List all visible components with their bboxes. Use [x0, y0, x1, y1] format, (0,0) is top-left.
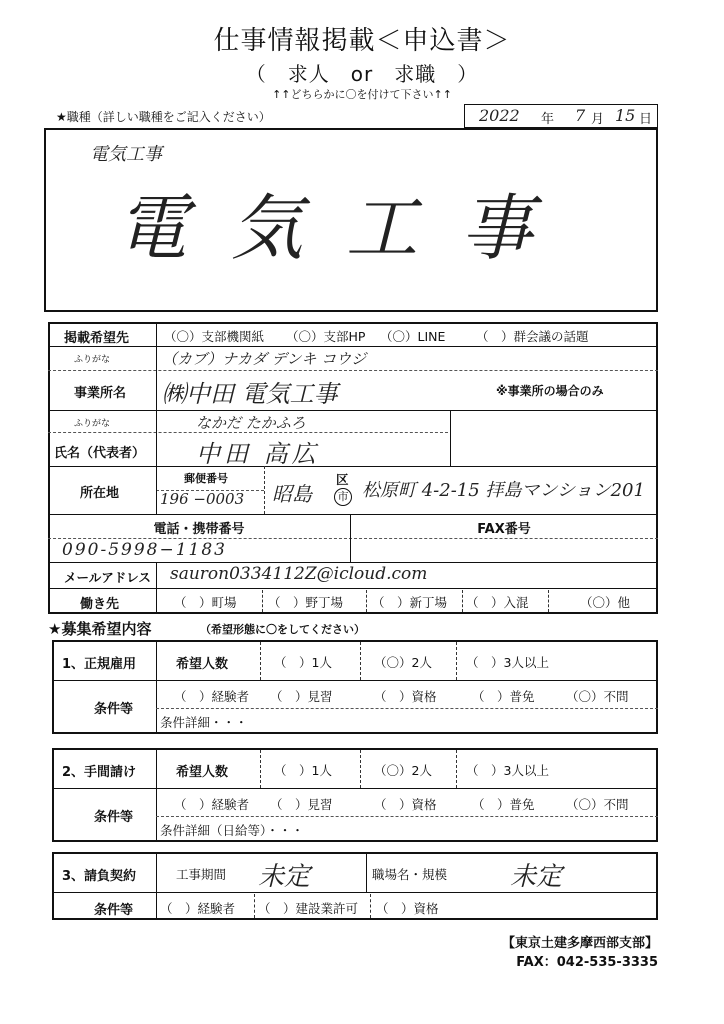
regular-count-label: 希望人数: [176, 657, 229, 672]
daily-cond-3[interactable]: （ ）資格: [374, 797, 437, 812]
recruit-heading-note: （希望形態に〇をしてください）: [200, 623, 365, 636]
workplace-option-3[interactable]: （ ）新丁場: [372, 595, 448, 610]
regular-cond-3[interactable]: （ ）資格: [374, 689, 437, 704]
date-day-unit: 日: [639, 112, 653, 127]
email-value: sauron0334112Z@icloud.com: [170, 564, 428, 584]
contract-site-value: 未定: [510, 862, 563, 892]
regular-detail-label: 条件詳細・・・: [160, 715, 248, 730]
fax-label: FAX番号: [477, 522, 531, 537]
date-month-unit: 月: [591, 112, 605, 127]
ward-label: 区: [336, 472, 349, 487]
daily-cond-1[interactable]: （ ）経験者: [174, 797, 250, 812]
recruit-heading: ★募集希望内容: [48, 620, 152, 638]
daily-count-2[interactable]: （〇）2人: [374, 763, 432, 778]
contract-site-label: 職場名・規模: [372, 867, 448, 882]
daily-count-label: 希望人数: [176, 765, 229, 780]
name-value: 中田 高広: [196, 440, 320, 468]
contract-cond-label: 条件等: [94, 903, 134, 918]
regular-count-2[interactable]: （〇）2人: [374, 655, 432, 670]
type-line: （ 求人 or 求職 ）: [245, 62, 479, 86]
contract-period-value: 未定: [258, 862, 311, 892]
name-label: 氏名（代表者）: [54, 446, 146, 461]
city-value: 昭島: [272, 482, 312, 506]
job-type-label: ★職種（詳しい職種をご記入ください）: [56, 110, 271, 124]
listing-option-4[interactable]: （ ）群会議の話題: [476, 329, 589, 344]
listing-option-2[interactable]: （〇）支部HP: [286, 329, 366, 344]
daily-detail-label: 条件詳細（日給等）・・・: [160, 823, 304, 838]
company-name: ㈱中田 電気工事: [162, 380, 338, 408]
date-box: [464, 104, 658, 128]
date-year-unit: 年: [541, 112, 555, 127]
job-type-box: [44, 128, 658, 312]
regular-cond-label: 条件等: [94, 702, 134, 717]
regular-cond-1[interactable]: （ ）経験者: [174, 689, 250, 704]
postal-label: 郵便番号: [184, 472, 228, 485]
contract-cond-1[interactable]: （ ）経験者: [160, 901, 236, 916]
page-title: 仕事情報掲載＜申込書＞: [213, 26, 511, 56]
company-note: ※事業所の場合のみ: [496, 384, 604, 398]
daily-count-1[interactable]: （ ）1人: [274, 763, 332, 778]
regular-cond-5[interactable]: （〇）不問: [566, 689, 629, 704]
city-label: 市: [334, 488, 352, 506]
regular-count-1[interactable]: （ ）1人: [274, 655, 332, 670]
workplace-label: 働き先: [80, 597, 120, 612]
date-month: 7: [575, 106, 586, 125]
listing-label: 掲載希望先: [64, 331, 130, 346]
contract-label: 3、請負契約: [62, 869, 137, 884]
date-day: 15: [615, 106, 636, 125]
email-label: メールアドレス: [64, 570, 151, 585]
address-label: 所在地: [80, 486, 120, 501]
daily-cond-5[interactable]: （〇）不問: [566, 797, 629, 812]
workplace-option-4[interactable]: （ ）入混: [466, 595, 529, 610]
regular-count-3[interactable]: （ ）3人以上: [466, 655, 549, 670]
name-furigana-label: ふりがな: [74, 419, 111, 429]
footer-fax: FAX：042-535-3335: [516, 955, 658, 970]
daily-label: 2、手間請け: [62, 765, 137, 780]
company-furigana: （カブ）ナカダ デンキ コウジ: [162, 350, 367, 368]
daily-cond-2[interactable]: （ ）見習: [270, 797, 333, 812]
daily-count-3[interactable]: （ ）3人以上: [466, 763, 549, 778]
listing-option-3[interactable]: （〇）LINE: [380, 329, 446, 344]
regular-label: 1、正規雇用: [62, 657, 137, 672]
phone-label: 電話・携帯番号: [153, 522, 245, 537]
contract-period-label: 工事期間: [176, 867, 227, 882]
footer-org: 【東京土建多摩西部支部】: [501, 936, 658, 951]
phone-value: 090-5998−1183: [62, 540, 227, 560]
job-type-handwritten-large: 電 気 工 事: [116, 186, 543, 270]
workplace-option-1[interactable]: （ ）町場: [174, 595, 237, 610]
daily-cond-label: 条件等: [94, 810, 134, 825]
contract-cond-3[interactable]: （ ）資格: [376, 901, 439, 916]
workplace-option-5[interactable]: （〇）他: [580, 595, 631, 610]
regular-cond-2[interactable]: （ ）見習: [270, 689, 333, 704]
regular-cond-4[interactable]: （ ）普免: [472, 689, 535, 704]
company-furigana-label: ふりがな: [74, 355, 111, 365]
job-type-handwritten-small: 電気工事: [90, 144, 162, 165]
date-year: 2022: [479, 106, 520, 125]
workplace-option-2[interactable]: （ ）野丁場: [268, 595, 344, 610]
postal-value: 196 −0003: [160, 490, 245, 508]
daily-cond-4[interactable]: （ ）普免: [472, 797, 535, 812]
address-value: 松原町 4-2-15 拝島マンション201: [362, 480, 645, 501]
contract-cond-2[interactable]: （ ）建設業許可: [258, 901, 359, 916]
listing-option-1[interactable]: （〇）支部機関紙: [164, 329, 265, 344]
type-note: ↑↑どちらかに〇を付けて下さい↑↑: [272, 88, 452, 101]
company-label: 事業所名: [74, 386, 127, 401]
name-furigana: なかだ たかふろ: [196, 414, 306, 432]
